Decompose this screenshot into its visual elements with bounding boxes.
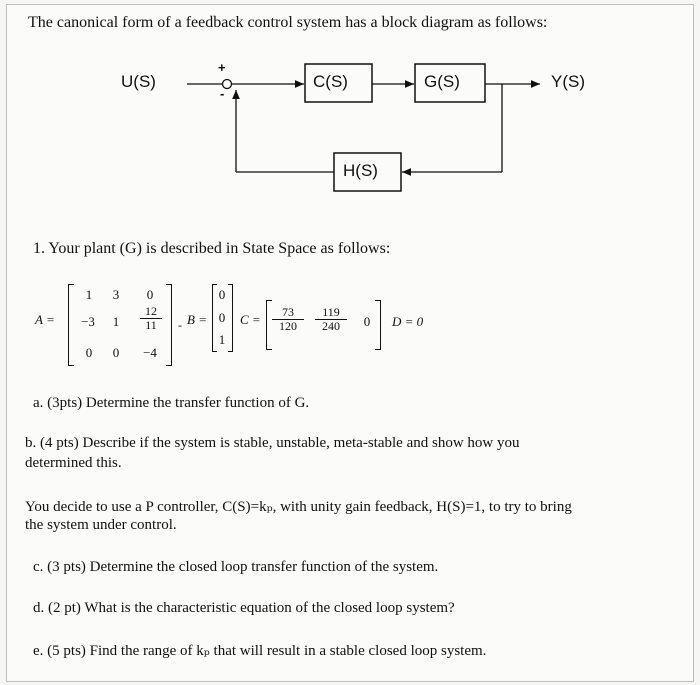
b1: 0	[218, 287, 226, 302]
a31: 0	[85, 345, 93, 360]
a12: 3	[112, 287, 120, 302]
matrix-c-label: C =	[240, 312, 261, 327]
c1: $\frac{73}{120}$	[272, 306, 304, 333]
matrix-c-right-bracket	[375, 300, 381, 350]
question-d: d. (2 pt) What is the characteristic equation of the closed loop system?	[33, 600, 455, 616]
input-label: U(S)	[121, 72, 156, 91]
intro-text: The canonical form of a feedback control system has a block diagram as follows:	[28, 14, 548, 31]
c2: $\frac{119}{240}$	[315, 306, 347, 333]
c3: 0	[363, 314, 371, 329]
plus-sign: +	[218, 60, 226, 75]
question-1: 1. Your plant (G) is described in State Space as follows:	[33, 240, 391, 257]
matrix-b-right-bracket	[228, 284, 233, 352]
matrix-d: D = 0	[392, 314, 424, 329]
question-e: e. (5 pts) Find the range of kₚ that will result in a stable closed loop system.	[33, 643, 487, 659]
matrix-a-right-bracket	[166, 284, 172, 366]
question-a: a. (3pts) Determine the transfer function of G.	[33, 395, 310, 411]
output-label: Y(S)	[551, 72, 585, 91]
a22: 1	[112, 314, 120, 329]
a23: $\frac{12}{11}$	[140, 305, 162, 332]
question-c: c. (3 pts) Determine the closed loop transfer function of the system.	[33, 559, 439, 575]
question-b-line2: determined this.	[25, 455, 122, 471]
p-controller-line2: the system under control.	[25, 517, 177, 533]
question-b-line1: b. (4 pts) Describe if the system is stable, unstable, meta-stable and show how you	[25, 435, 520, 451]
b2: 0	[218, 310, 226, 325]
a11: 1	[85, 287, 93, 302]
matrix-a-label: A =	[35, 312, 55, 327]
feedback-label: H(S)	[343, 161, 378, 180]
a33: −4	[143, 345, 157, 360]
matrix-b-label: B =	[187, 312, 207, 327]
a13: 0	[146, 287, 154, 302]
minus-sign: -	[220, 86, 225, 101]
a32: 0	[112, 345, 120, 360]
b3: 1	[218, 332, 226, 347]
a21: −3	[81, 314, 95, 329]
plant-label: G(S)	[424, 72, 460, 91]
controller-label: C(S)	[313, 72, 348, 91]
p-controller-line1: You decide to use a P controller, C(S)=kₚ, with unity gain feedback, H(S)=1, to try to bring	[25, 499, 572, 515]
